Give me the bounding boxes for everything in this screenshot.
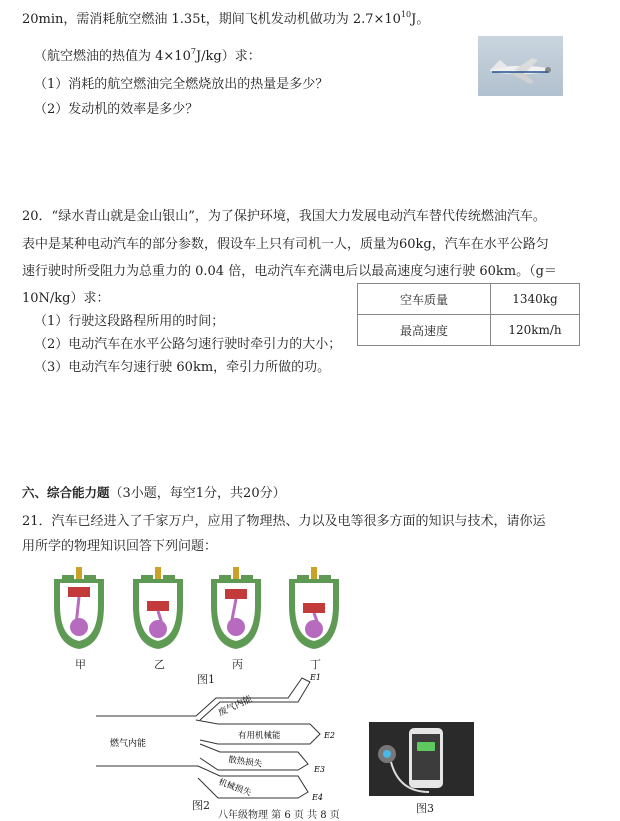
q20-sub2: （2）电动汽车在水平公路匀速行驶时牵引力的大小； [34, 337, 342, 352]
spec-value: 1340kg [491, 284, 580, 315]
q20-line3: 速行驶时所受阻力为总重力的 0.04 倍，电动汽车充满电后以最高速度匀速行驶 60km。（g＝ [22, 264, 557, 279]
phone-charging-photo [369, 722, 474, 796]
flow-label: 散热损失 [227, 755, 263, 770]
flow-label: 废气内能 [217, 694, 254, 719]
spec-table [357, 283, 580, 346]
engine-label: 丁 [310, 658, 321, 671]
engine-stroke-diagram [205, 565, 267, 655]
figure-caption: 图2 [192, 799, 210, 812]
airplane-photo [478, 36, 563, 96]
engine-label: 乙 [154, 658, 165, 671]
energy-symbol: E2 [324, 731, 335, 740]
q19-line2: （航空燃油的热值为 $4\times 10^7J/kg$）求： [34, 47, 261, 64]
page-footer: 八年级物理 第 6 页 共 8 页 [218, 810, 340, 821]
q20-line2: 表中是某种电动汽车的部分参数，假设车上只有司机一人，质量为60kg，汽车在水平公路匀 [22, 237, 549, 252]
energy-symbol: E3 [314, 765, 325, 774]
flow-label: 有用机械能 [238, 731, 281, 741]
figure-caption: 图3 [416, 802, 434, 815]
q19-line1: 20min，需消耗航空燃油 1.35t，期间飞机发动机做功为 $2.7\times 10^{10}J$。 [22, 10, 430, 27]
engine-label: 甲 [75, 658, 86, 671]
table-row [358, 315, 580, 346]
section-heading: 六、综合能力题（3小题，每空1分，共20分） [22, 485, 286, 501]
q19-sub2: （2）发动机的效率是多少？ [34, 102, 199, 117]
figure-caption: 图1 [197, 673, 215, 686]
q20-sub1: （1）行驶这段路程所用的时间； [34, 314, 225, 329]
table-row [358, 284, 580, 315]
spec-key: 空车质量 [358, 284, 491, 315]
engine-stroke-diagram [283, 565, 345, 655]
source-label: 燃气内能 [110, 739, 147, 749]
engine-stroke-diagram [48, 565, 110, 655]
q21-line1: 21．汽车已经进入了千家万户，应用了物理热、力以及电等很多方面的知识与技术，请你运 [22, 514, 546, 529]
engine-label: 丙 [232, 658, 243, 671]
energy-symbol: E4 [312, 793, 323, 802]
q21-line2: 用所学的物理知识回答下列问题： [22, 539, 218, 554]
flow-label: 机械损失 [216, 777, 253, 799]
q20-line1: 20．“绿水青山就是金山银山”，为了保护环境，我国大力发展电动汽车替代传统燃油汽车。 [22, 209, 546, 224]
q20-line4: 10N/kg）求： [22, 291, 110, 306]
q19-sub1: （1）消耗的航空燃油完全燃烧放出的热量是多少？ [34, 77, 329, 92]
energy-flow-diagram [88, 668, 333, 806]
spec-key: 最高速度 [358, 315, 491, 346]
energy-symbol: E1 [310, 673, 321, 682]
spec-value: 120km/h [491, 315, 580, 346]
q20-sub3: （3）电动汽车匀速行驶 60km，牵引力所做的功。 [34, 360, 331, 375]
engine-stroke-diagram [127, 565, 189, 655]
